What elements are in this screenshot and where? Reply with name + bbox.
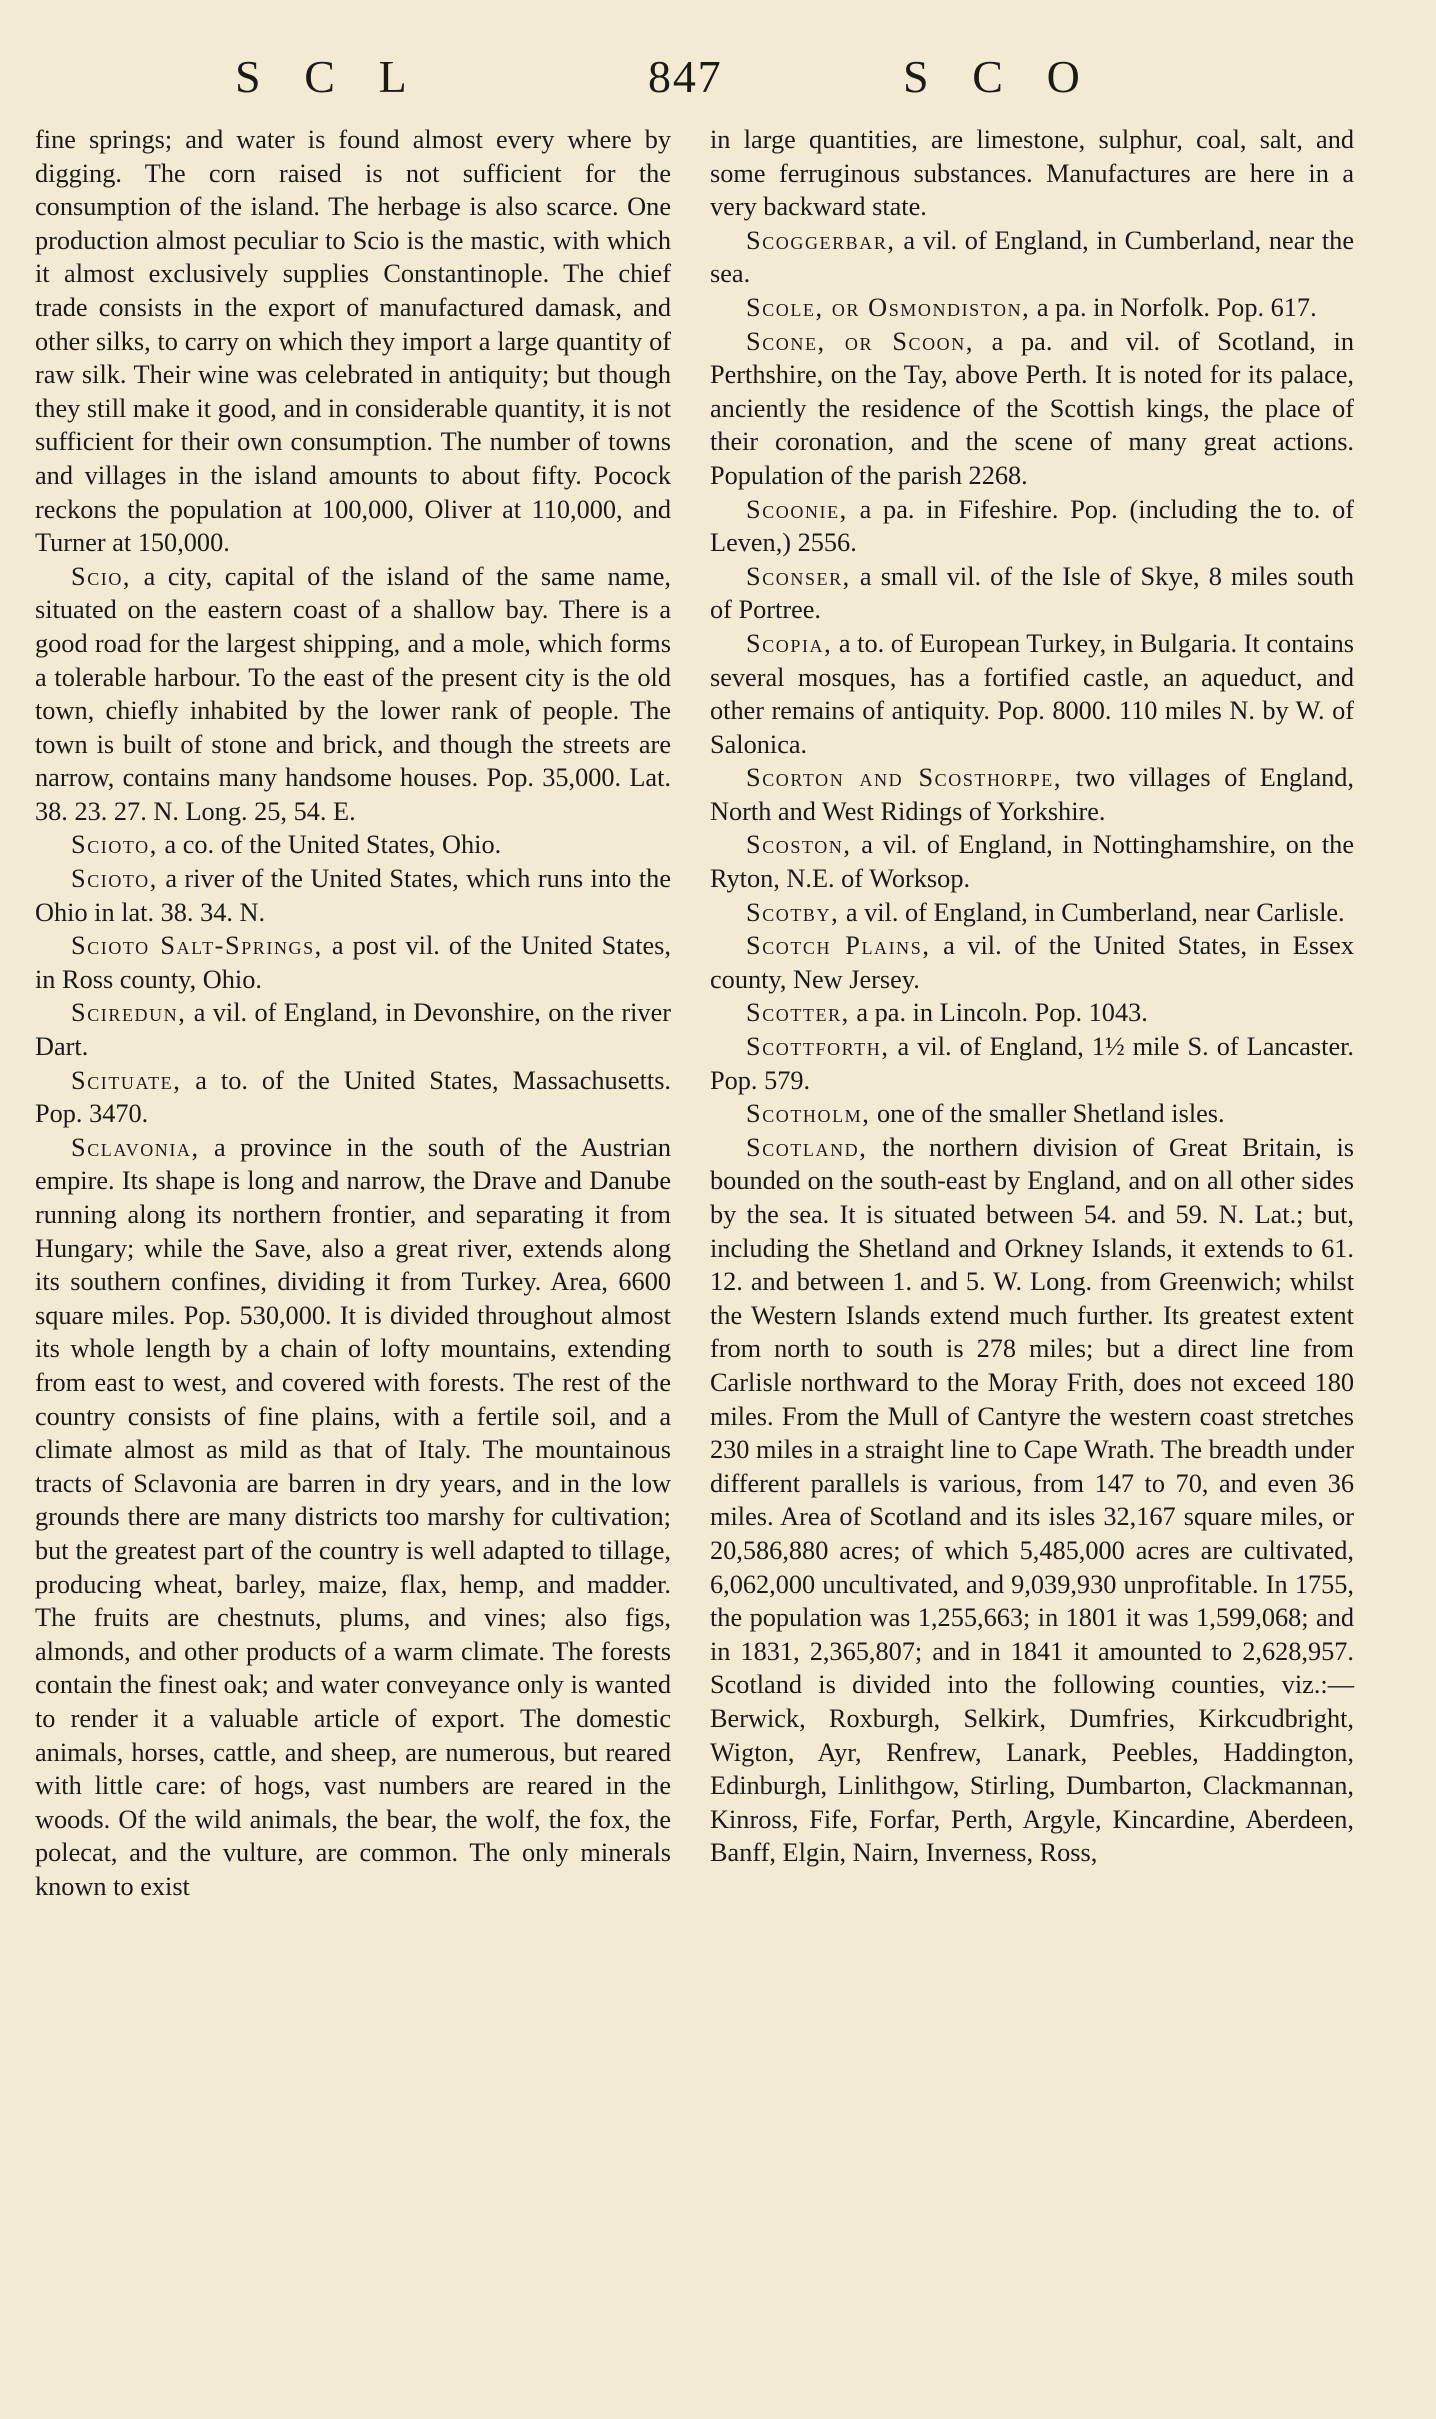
entry-headword: Sciredun, bbox=[71, 998, 187, 1028]
dictionary-entry bbox=[710, 1097, 1354, 1131]
left-column bbox=[35, 123, 671, 1903]
entry-text: a vil. of England, in Devonshire, on the river Dart. bbox=[35, 998, 671, 1062]
dictionary-entry bbox=[710, 325, 1354, 493]
entry-text: a to. of the United States, Massachusetts. Pop. 3470. bbox=[35, 1065, 671, 1129]
entry-headword: Scioto, bbox=[71, 864, 158, 894]
entry-headword: Scoonie, bbox=[746, 494, 848, 524]
entry-text: a pa. and vil. of Scotland, in Perthshire, on the Tay, above Perth. It is noted for its palace, anciently the residence of the Scottish kings, the place of their coronation, and the scene of many great actions. Population of the parish 2268. bbox=[710, 326, 1354, 490]
dictionary-entry bbox=[710, 224, 1354, 291]
dictionary-entry bbox=[35, 123, 671, 560]
dictionary-entry bbox=[710, 1030, 1354, 1097]
entry-headword: Scopia, bbox=[746, 628, 833, 658]
dictionary-entry bbox=[35, 929, 671, 996]
dictionary-entry bbox=[710, 996, 1354, 1030]
right-column bbox=[710, 123, 1354, 1870]
entry-text: a pa. in Fifeshire. Pop. (including the to. of Leven,) 2556. bbox=[710, 494, 1354, 558]
dictionary-entry bbox=[35, 828, 671, 862]
entry-text: a to. of European Turkey, in Bulgaria. It contains several mosques, has a fortified castle, an aqueduct, and other remains of antiquity. Pop. 8000. 110 miles N. by W. of Salonica. bbox=[710, 628, 1354, 759]
entry-headword: Scotch Plains, bbox=[746, 931, 931, 961]
entry-text: a vil. of England, in Nottinghamshire, on the Ryton, N.E. of Worksop. bbox=[710, 830, 1354, 894]
dictionary-entry bbox=[710, 929, 1354, 996]
entry-headword: Scotter, bbox=[746, 998, 850, 1028]
entry-headword: Scone, or Scoon, bbox=[746, 326, 974, 356]
entry-headword: Scio, bbox=[71, 561, 132, 591]
entry-headword: Scottforth, bbox=[746, 1032, 890, 1062]
entry-headword: Scituate, bbox=[71, 1065, 182, 1095]
entry-headword: Scotby, bbox=[746, 897, 840, 927]
entry-headword: Scotholm, bbox=[746, 1099, 871, 1129]
entry-text: a vil. of England, 1½ mile S. of Lancaster. Pop. 579. bbox=[710, 1032, 1354, 1095]
dictionary-entry bbox=[35, 996, 671, 1063]
header-left-letters: S C L bbox=[235, 51, 423, 102]
entry-headword: Scorton and Scosthorpe, bbox=[746, 763, 1063, 793]
entry-text: a vil. of the United States, in Essex county, New Jersey. bbox=[710, 931, 1354, 994]
dictionary-entry bbox=[35, 1131, 671, 1904]
entry-headword: Sclavonia, bbox=[71, 1132, 200, 1162]
entry-headword: Scioto Salt-Springs, bbox=[71, 931, 323, 961]
entry-text: a vil. of England, in Cumberland, near Carlisle. bbox=[839, 897, 1345, 927]
entry-headword: Scotland, bbox=[746, 1132, 868, 1162]
entry-headword: Scoston, bbox=[746, 830, 852, 860]
entry-text: one of the smaller Shetland isles. bbox=[870, 1099, 1225, 1129]
dictionary-entry bbox=[710, 291, 1354, 325]
entry-headword: Scoggerbar, bbox=[746, 225, 896, 255]
entry-text: a post vil. of the United States, in Ross county, Ohio. bbox=[35, 931, 671, 994]
entry-text: in large quantities, are limestone, sulphur, coal, salt, and some ferruginous substances. Manufactures are here in a very backward state. bbox=[710, 125, 1354, 222]
entry-text: a river of the United States, which runs into the Ohio in lat. 38. 34. N. bbox=[35, 864, 671, 927]
entry-text: a province in the south of the Austrian empire. Its shape is long and narrow, the Drave and Danube running along its northern frontier, and separating it from Hungary; while the Save, also a great river, extends along its southern confines, dividing it from Turkey. Area, 6600 square miles. Pop. 530,000. It is divided throughout almost its whole length by a chain of lofty mountains, extending from east to west, and covered with forests. The rest of the country consists of fine plains, with a fertile soil, and a climate almost as mild as that of Italy. The mountainous tracts of Sclavonia are barren in dry years, and in the low grounds there are many districts too marshy for cultivation; but the greatest part of the country is well adapted to tillage, producing wheat, barley, maize, flax, hemp, and madder. The fruits are chestnuts, plums, and vines; also figs, almonds, and other products of a warm climate. The forests contain the finest oak; and water conveyance only is wanted to render it a valuable article of export. The domestic animals, horses, cattle, and sheep, are numerous, but reared with little care: of hogs, vast numbers are reared in the woods. Of the wild animals, the bear, the wolf, the fox, the polecat, and the vulture, are common. The only minerals known to exist bbox=[35, 1132, 671, 1901]
running-header bbox=[0, 50, 1436, 110]
dictionary-entry bbox=[35, 1064, 671, 1131]
entry-text: the northern division of Great Britain, is bounded on the south-east by England, and on all other sides by the sea. It is situated between 54. and 59. N. Lat.; but, including the Shetland and Orkney Islands, it extends to 61. 12. and between 1. and 5. W. Long. from Greenwich; whilst the Western Islands extend much further. Its greatest extent from north to south is 278 miles; but a direct line from Carlisle northward to the Moray Frith, does not exceed 180 miles. From the Mull of Cantyre the western coast stretches 230 miles in a straight line to Cape Wrath. The breadth under different parallels is various, from 147 to 70, and even 36 miles. Area of Scotland and its isles 32,167 square miles, or 20,586,880 acres; of which 5,485,000 acres are cultivated, 6,062,000 uncultivated, and 9,039,930 unprofitable. In 1755, the population was 1,255,663; in 1801 it was 1,599,068; and in 1831, 2,365,807; and in 1841 it amounted to 2,628,957. Scotland is divided into the following counties, viz.:— Berwick, Roxburgh, Selkirk, Dumfries, Kirkcudbright, Wigton, Ayr, Renfrew, Lanark, Peebles, Haddington, Edinburgh, Linlithgow, Stirling, Dumbarton, Clackmannan, Kinross, Fife, Forfar, Perth, Argyle, Kincardine, Aberdeen, Banff, Elgin, Nairn, Inverness, Ross, bbox=[710, 1132, 1354, 1868]
entry-headword: Scioto, bbox=[71, 830, 158, 860]
page-number: 847 bbox=[648, 51, 723, 102]
entry-headword: Sconser, bbox=[746, 561, 851, 591]
dictionary-entry bbox=[710, 896, 1354, 930]
dictionary-entry bbox=[35, 560, 671, 829]
entry-text: a vil. of England, in Cumberland, near the sea. bbox=[710, 225, 1354, 289]
entry-text: fine springs; and water is found almost every where by digging. The corn raised is not sufficient for the consumption of the island. The herbage is also scarce. One production almost peculiar to Scio is the mastic, with which it almost exclusively supplies Constantinople. The chief trade consists in the export of manufactured damask, and other silks, to carry on which they import a large quantity of raw silk. Their wine was celebrated in antiquity; but though they still make it good, and in considerable quantity, it is not sufficient for their own consumption. The number of towns and villages in the island amounts to about fifty. Pocock reckons the population at 100,000, Oliver at 110,000, and Turner at 150,000. bbox=[35, 125, 671, 558]
dictionary-entry bbox=[710, 493, 1354, 560]
entry-text: a city, capital of the island of the same name, situated on the eastern coast of a shallow bay. There is a good road for the largest shipping, and a mole, which forms a tolerable harbour. To the east of the present city is the old town, chiefly inhabited by the lower rank of people. The town is built of stone and brick, and though the streets are narrow, contains many handsome houses. Pop. 35,000. Lat. 38. 23. 27. N. Long. 25, 54. E. bbox=[35, 561, 671, 826]
header-right-letters: S C O bbox=[903, 51, 1096, 102]
dictionary-entry bbox=[710, 123, 1354, 224]
dictionary-entry bbox=[710, 1131, 1354, 1870]
entry-text: a small vil. of the Isle of Skye, 8 miles south of Portree. bbox=[710, 561, 1354, 625]
entry-text: two villages of England, North and West Ridings of Yorkshire. bbox=[710, 763, 1354, 826]
entry-text: a pa. in Norfolk. Pop. 617. bbox=[1030, 292, 1317, 322]
dictionary-entry bbox=[710, 627, 1354, 761]
dictionary-entry bbox=[35, 862, 671, 929]
dictionary-entry bbox=[710, 560, 1354, 627]
entry-text: a pa. in Lincoln. Pop. 1043. bbox=[849, 998, 1148, 1028]
dictionary-entry bbox=[710, 828, 1354, 895]
dictionary-entry bbox=[710, 761, 1354, 828]
entry-headword: Scole, or Osmondiston, bbox=[746, 292, 1031, 322]
entry-text: a co. of the United States, Ohio. bbox=[157, 830, 502, 860]
